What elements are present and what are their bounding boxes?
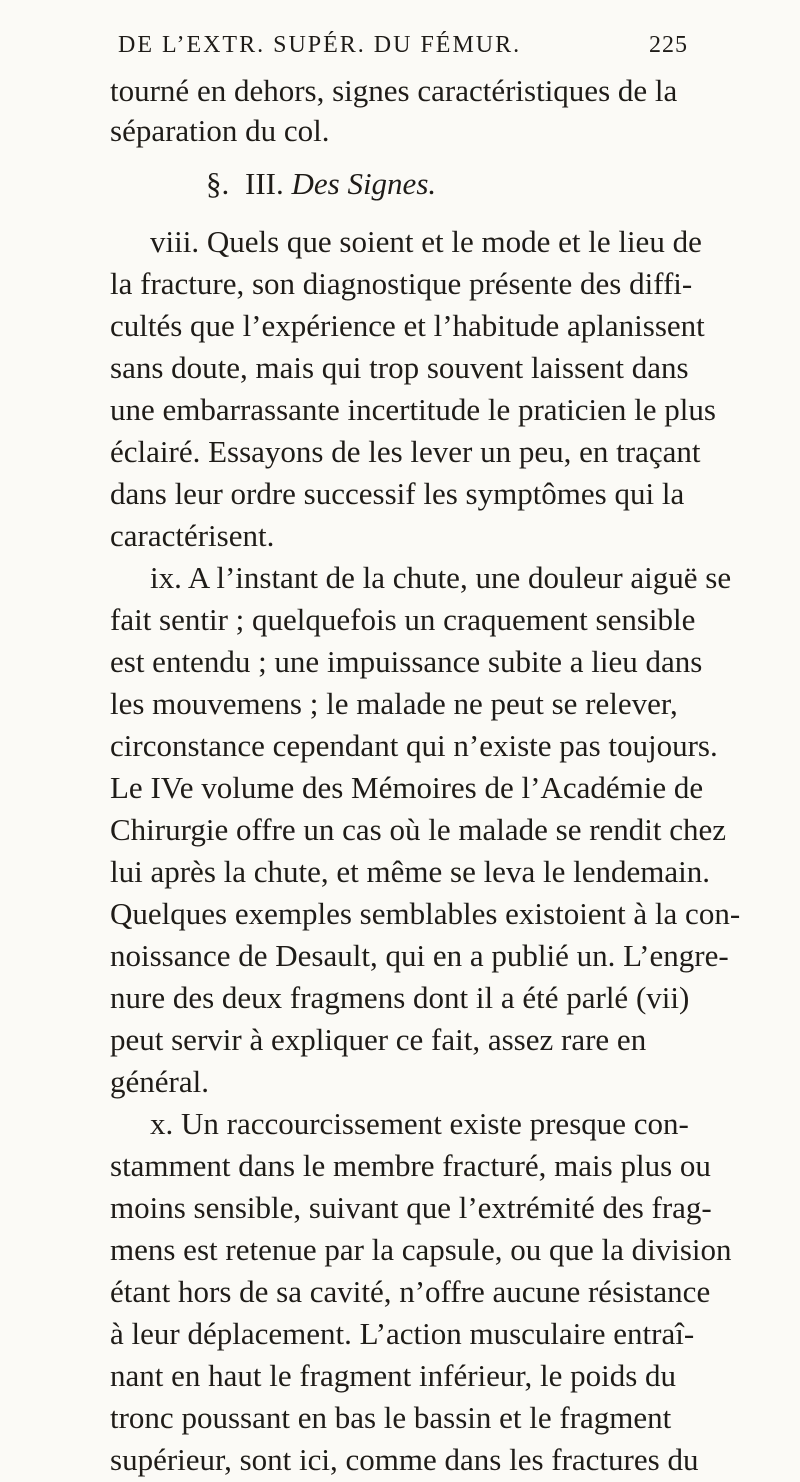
section-title: Des Signes. — [291, 166, 437, 201]
text-line: mens est retenue par la capsule, ou que la division — [110, 1232, 732, 1267]
text-line: noissance de Desault, qui en a publié un. L’engre- — [110, 938, 729, 973]
text-line: est entendu ; une impuissance subite a lieu dans — [110, 644, 703, 679]
text-line: ix. A l’instant de la chute, une douleur aiguë se — [150, 560, 732, 595]
text-line: éclairé. Essayons de les lever un peu, en traçant — [110, 434, 701, 469]
text-line: nure des deux fragmens dont il a été parlé (vii) — [110, 980, 690, 1015]
text-line: fait sentir ; quelquefois un craquement sensible — [110, 602, 696, 637]
text-line: supérieur, sont ici, comme dans les fractures du — [110, 1442, 699, 1477]
text-line: moins sensible, suivant que l’extrémité des frag- — [110, 1190, 712, 1225]
text-line: cultés que l’expérience et l’habitude aplanissent — [110, 308, 705, 343]
text-line: stamment dans le membre fracturé, mais plus ou — [110, 1148, 711, 1183]
text-line: séparation du col. — [110, 113, 330, 148]
text-line: tronc poussant en bas le bassin et le fragment — [110, 1400, 672, 1435]
text-line: les mouvemens ; le malade ne peut se relever, — [110, 686, 678, 721]
text-line: étant hors de sa cavité, n’offre aucune résistance — [110, 1274, 711, 1309]
text-line: Chirurgie offre un cas où le malade se rendit chez — [110, 812, 727, 847]
text-line: nant en haut le fragment inférieur, le poids du — [110, 1358, 677, 1393]
text-line: tourné en dehors, signes caractéristiques de la — [110, 73, 678, 108]
section-mark: §. — [206, 166, 230, 201]
text-line: général. — [110, 1064, 209, 1099]
text-line: Quelques exemples semblables existoient à la con- — [110, 896, 741, 931]
running-head-title: DE L’EXTR. SUPÉR. DU FÉMUR. — [118, 32, 522, 58]
text-line: x. Un raccourcissement existe presque con- — [150, 1106, 689, 1141]
text-line: Le IVe volume des Mémoires de l’Académie de — [110, 770, 704, 805]
text-line: lui après la chute, et même se leva le lendemain. — [110, 854, 710, 889]
section-number: III. — [245, 166, 284, 201]
text-line: à leur déplacement. L’action musculaire entraî- — [110, 1316, 695, 1351]
text-line: la fracture, son diagnostique présente des diffi- — [110, 266, 693, 301]
text-line: dans leur ordre successif les symptômes qui la — [110, 476, 685, 511]
text-line: une embarrassante incertitude le praticien le plus — [110, 392, 716, 427]
text-line: viii. Quels que soient et le mode et le lieu de — [150, 224, 702, 259]
text-line: peut servir à expliquer ce fait, assez rare en — [110, 1022, 647, 1057]
text-line: circonstance cependant qui n’existe pas toujours. — [110, 728, 718, 763]
text-line: sans doute, mais qui trop souvent laissent dans — [110, 350, 689, 385]
page-number: 225 — [649, 32, 688, 58]
section-heading — [206, 162, 436, 206]
text-line: caractérisent. — [110, 518, 275, 553]
